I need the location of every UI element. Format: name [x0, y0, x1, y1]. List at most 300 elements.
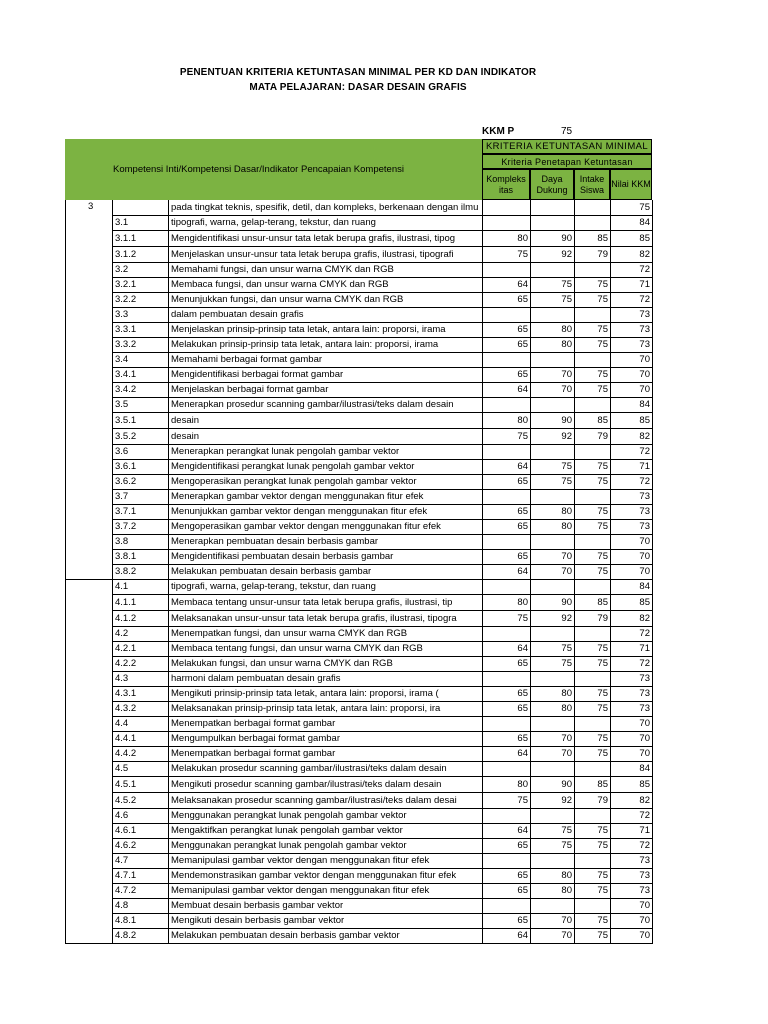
- table-body: [66, 200, 653, 943]
- ki-cell: [66, 382, 113, 397]
- kompleksitas-cell: 65: [483, 731, 531, 746]
- description-cell: Melakukan prosedur scanning gambar/ilustrasi/teks dalam desain: [169, 761, 483, 776]
- daya-dukung-cell: 80: [531, 337, 575, 352]
- code-cell: 4.5.2: [113, 792, 169, 808]
- code-cell: 4.5: [113, 761, 169, 776]
- daya-dukung-cell: 90: [531, 594, 575, 610]
- code-cell: 3.3.1: [113, 322, 169, 337]
- ki-cell: [66, 823, 113, 838]
- ki-cell: [66, 322, 113, 337]
- description-cell: Melaksanakan unsur-unsur tata letak berupa grafis, ilustrasi, tipogra: [169, 610, 483, 626]
- code-cell: 4.8: [113, 898, 169, 913]
- intake-cell: [575, 489, 611, 504]
- kompleksitas-cell: 65: [483, 701, 531, 716]
- code-cell: 4.8.2: [113, 928, 169, 943]
- description-cell: Memahami fungsi, dan unsur warna CMYK dan RGB: [169, 262, 483, 277]
- kompleksitas-cell: [483, 489, 531, 504]
- daya-dukung-cell: [531, 307, 575, 322]
- daya-dukung-cell: [531, 215, 575, 230]
- daya-dukung-cell: 90: [531, 230, 575, 246]
- table-row: [66, 626, 653, 641]
- description-cell: dalam pembuatan desain grafis: [169, 307, 483, 322]
- intake-cell: 75: [575, 746, 611, 761]
- table-row: [66, 444, 653, 459]
- nilai-kkm-cell: 70: [611, 367, 653, 382]
- description-cell: Mengidentifikasi perangkat lunak pengolah gambar vektor: [169, 459, 483, 474]
- nilai-kkm-cell: 72: [611, 808, 653, 823]
- intake-cell: [575, 215, 611, 230]
- intake-cell: [575, 808, 611, 823]
- nilai-kkm-cell: 71: [611, 641, 653, 656]
- daya-dukung-cell: [531, 671, 575, 686]
- code-cell: 4.6.1: [113, 823, 169, 838]
- intake-cell: 79: [575, 428, 611, 444]
- intake-cell: [575, 716, 611, 731]
- code-cell: 4.7: [113, 853, 169, 868]
- intake-cell: 79: [575, 610, 611, 626]
- ki-cell: [66, 367, 113, 382]
- ki-cell: [66, 428, 113, 444]
- code-cell: 3.8: [113, 534, 169, 549]
- description-cell: Melakukan pembuatan desain berbasis gambar vektor: [169, 928, 483, 943]
- description-cell: Mengoperasikan gambar vektor dengan menggunakan fitur efek: [169, 519, 483, 534]
- ki-cell: [66, 671, 113, 686]
- nilai-kkm-cell: 82: [611, 610, 653, 626]
- intake-cell: 75: [575, 883, 611, 898]
- intake-cell: [575, 397, 611, 412]
- daya-dukung-cell: [531, 489, 575, 504]
- kompleksitas-cell: [483, 307, 531, 322]
- code-cell: 4.4.1: [113, 731, 169, 746]
- ki-cell: [66, 701, 113, 716]
- intake-cell: [575, 671, 611, 686]
- code-cell: 4.1: [113, 579, 169, 594]
- ki-cell: 3: [66, 200, 113, 215]
- daya-dukung-cell: [531, 808, 575, 823]
- description-cell: Menerapkan prosedur scanning gambar/ilustrasi/teks dalam desain: [169, 397, 483, 412]
- nilai-kkm-cell: 70: [611, 928, 653, 943]
- table-row: [66, 504, 653, 519]
- daya-dukung-cell: [531, 579, 575, 594]
- description-cell: Menempatkan fungsi, dan unsur warna CMYK dan RGB: [169, 626, 483, 641]
- nilai-kkm-cell: 71: [611, 823, 653, 838]
- nilai-kkm-cell: 73: [611, 322, 653, 337]
- table-row: [66, 883, 653, 898]
- intake-cell: [575, 262, 611, 277]
- table-row: [66, 534, 653, 549]
- daya-dukung-cell: 70: [531, 746, 575, 761]
- intake-cell: 75: [575, 686, 611, 701]
- kompleksitas-cell: 80: [483, 230, 531, 246]
- table-row: [66, 397, 653, 412]
- nilai-kkm-cell: 73: [611, 853, 653, 868]
- kkm-table: [65, 200, 653, 944]
- table-row: [66, 792, 653, 808]
- code-cell: 4.6: [113, 808, 169, 823]
- table-row: [66, 246, 653, 262]
- nilai-kkm-cell: 70: [611, 382, 653, 397]
- nilai-kkm-cell: 72: [611, 838, 653, 853]
- intake-cell: 75: [575, 292, 611, 307]
- description-cell: Menempatkan berbagai format gambar: [169, 746, 483, 761]
- code-cell: 3.6.2: [113, 474, 169, 489]
- daya-dukung-cell: 75: [531, 641, 575, 656]
- kompleksitas-cell: 65: [483, 337, 531, 352]
- ki-cell: [66, 898, 113, 913]
- table-row: [66, 746, 653, 761]
- ki-cell: [66, 412, 113, 428]
- document-subtitle: MATA PELAJARAN: DASAR DESAIN GRAFIS: [249, 82, 467, 93]
- description-cell: pada tingkat teknis, spesifik, detil, dan kompleks, berkenaan dengan ilmu: [169, 200, 483, 215]
- kompleksitas-cell: [483, 397, 531, 412]
- intake-cell: 75: [575, 564, 611, 579]
- intake-cell: 75: [575, 731, 611, 746]
- description-cell: Membaca tentang fungsi, dan unsur warna CMYK dan RGB: [169, 641, 483, 656]
- kompleksitas-cell: [483, 716, 531, 731]
- nilai-kkm-cell: 84: [611, 397, 653, 412]
- nilai-kkm-cell: 72: [611, 474, 653, 489]
- kompleksitas-cell: 64: [483, 382, 531, 397]
- kompleksitas-cell: [483, 808, 531, 823]
- description-cell: harmoni dalam pembuatan desain grafis: [169, 671, 483, 686]
- code-cell: 3.5.1: [113, 412, 169, 428]
- kompleksitas-cell: 75: [483, 246, 531, 262]
- description-cell: Menerapkan perangkat lunak pengolah gambar vektor: [169, 444, 483, 459]
- kompleksitas-cell: 65: [483, 913, 531, 928]
- nilai-kkm-cell: 70: [611, 534, 653, 549]
- intake-cell: [575, 853, 611, 868]
- table-row: [66, 656, 653, 671]
- code-cell: 3.4.1: [113, 367, 169, 382]
- nilai-kkm-cell: 85: [611, 230, 653, 246]
- description-cell: Memanipulasi gambar vektor dengan menggunakan fitur efek: [169, 853, 483, 868]
- nilai-kkm-cell: 72: [611, 444, 653, 459]
- kompleksitas-cell: [483, 898, 531, 913]
- ki-cell: [66, 337, 113, 352]
- nilai-kkm-cell: 70: [611, 564, 653, 579]
- ki-cell: [66, 352, 113, 367]
- description-cell: Melaksanakan prosedur scanning gambar/ilustrasi/teks dalam desai: [169, 792, 483, 808]
- daya-dukung-cell: [531, 716, 575, 731]
- intake-cell: 85: [575, 594, 611, 610]
- table-row: [66, 519, 653, 534]
- daya-dukung-cell: 75: [531, 474, 575, 489]
- kompleksitas-cell: 64: [483, 564, 531, 579]
- nilai-kkm-cell: 72: [611, 292, 653, 307]
- description-cell: Mengoperasikan perangkat lunak pengolah gambar vektor: [169, 474, 483, 489]
- intake-cell: [575, 444, 611, 459]
- kompleksitas-cell: 64: [483, 459, 531, 474]
- description-cell: Menjelaskan unsur-unsur tata letak berupa grafis, ilustrasi, tipografi: [169, 246, 483, 262]
- ki-cell: [66, 489, 113, 504]
- nilai-kkm-cell: 70: [611, 549, 653, 564]
- code-cell: 3.4: [113, 352, 169, 367]
- intake-cell: [575, 626, 611, 641]
- ki-cell: [66, 641, 113, 656]
- daya-dukung-cell: 70: [531, 928, 575, 943]
- code-cell: 4.3: [113, 671, 169, 686]
- table-row: [66, 489, 653, 504]
- ki-cell: [66, 838, 113, 853]
- intake-cell: 75: [575, 823, 611, 838]
- table-row: [66, 337, 653, 352]
- nilai-kkm-cell: 71: [611, 459, 653, 474]
- kompleksitas-cell: 64: [483, 746, 531, 761]
- code-cell: 4.8.1: [113, 913, 169, 928]
- description-cell: Mengidentifikasi berbagai format gambar: [169, 367, 483, 382]
- nilai-kkm-cell: 84: [611, 761, 653, 776]
- ki-cell: [66, 444, 113, 459]
- kompleksitas-cell: 65: [483, 367, 531, 382]
- table-row: [66, 292, 653, 307]
- code-cell: 3.2: [113, 262, 169, 277]
- kompleksitas-cell: 65: [483, 322, 531, 337]
- nilai-kkm-cell: 85: [611, 776, 653, 792]
- description-cell: Mengikuti desain berbasis gambar vektor: [169, 913, 483, 928]
- ki-cell: [66, 564, 113, 579]
- nilai-kkm-cell: 73: [611, 307, 653, 322]
- table-row: [66, 474, 653, 489]
- ki-cell: [66, 716, 113, 731]
- intake-cell: 85: [575, 412, 611, 428]
- daya-dukung-cell: 92: [531, 792, 575, 808]
- code-cell: 3.3.2: [113, 337, 169, 352]
- nilai-kkm-cell: 70: [611, 731, 653, 746]
- kompleksitas-cell: 65: [483, 868, 531, 883]
- table-row: [66, 200, 653, 215]
- intake-cell: 75: [575, 641, 611, 656]
- daya-dukung-cell: [531, 534, 575, 549]
- code-cell: 4.7.2: [113, 883, 169, 898]
- code-cell: 3.5: [113, 397, 169, 412]
- daya-dukung-cell: [531, 626, 575, 641]
- daya-dukung-cell: [531, 853, 575, 868]
- nilai-kkm-cell: 73: [611, 489, 653, 504]
- table-row: [66, 610, 653, 626]
- code-cell: 3.7.2: [113, 519, 169, 534]
- description-cell: Menunjukkan fungsi, dan unsur warna CMYK dan RGB: [169, 292, 483, 307]
- kompleksitas-cell: 65: [483, 838, 531, 853]
- table-row: [66, 701, 653, 716]
- table-row: [66, 838, 653, 853]
- code-cell: 3.3: [113, 307, 169, 322]
- code-cell: 3.4.2: [113, 382, 169, 397]
- table-row: [66, 262, 653, 277]
- kompleksitas-cell: [483, 671, 531, 686]
- description-cell: Mengaktifkan perangkat lunak pengolah gambar vektor: [169, 823, 483, 838]
- daya-dukung-cell: 90: [531, 412, 575, 428]
- kompleksitas-cell: [483, 262, 531, 277]
- daya-dukung-cell: [531, 397, 575, 412]
- description-cell: Menunjukkan gambar vektor dengan menggunakan fitur efek: [169, 504, 483, 519]
- intake-cell: 85: [575, 776, 611, 792]
- intake-cell: [575, 200, 611, 215]
- kompleksitas-cell: 80: [483, 594, 531, 610]
- table-row: [66, 761, 653, 776]
- daya-dukung-cell: 70: [531, 382, 575, 397]
- kompleksitas-cell: 65: [483, 656, 531, 671]
- description-cell: Membaca tentang unsur-unsur tata letak berupa grafis, ilustrasi, tip: [169, 594, 483, 610]
- kompleksitas-cell: 65: [483, 474, 531, 489]
- intake-cell: 75: [575, 519, 611, 534]
- description-cell: Melaksanakan prinsip-prinsip tata letak, antara lain: proporsi, ira: [169, 701, 483, 716]
- kompleksitas-cell: 65: [483, 519, 531, 534]
- kompleksitas-cell: 64: [483, 641, 531, 656]
- kompleksitas-cell: [483, 853, 531, 868]
- code-cell: 3.6.1: [113, 459, 169, 474]
- nilai-kkm-cell: 72: [611, 626, 653, 641]
- nilai-kkm-cell: 85: [611, 412, 653, 428]
- code-cell: 4.5.1: [113, 776, 169, 792]
- daya-dukung-cell: 70: [531, 913, 575, 928]
- code-cell: 3.8.1: [113, 549, 169, 564]
- table-row: [66, 868, 653, 883]
- description-cell: Melakukan fungsi, dan unsur warna CMYK dan RGB: [169, 656, 483, 671]
- code-cell: [113, 200, 169, 215]
- kompleksitas-cell: [483, 626, 531, 641]
- table-row: [66, 428, 653, 444]
- code-cell: 3.8.2: [113, 564, 169, 579]
- daya-dukung-cell: 80: [531, 519, 575, 534]
- daya-dukung-cell: [531, 200, 575, 215]
- kompleksitas-cell: 80: [483, 776, 531, 792]
- header-nilai-kkm: Nilai KKM: [610, 169, 652, 200]
- description-cell: Menerapkan pembuatan desain berbasis gambar: [169, 534, 483, 549]
- intake-cell: 75: [575, 656, 611, 671]
- nilai-kkm-cell: 70: [611, 746, 653, 761]
- ki-cell: [66, 262, 113, 277]
- ki-cell: [66, 808, 113, 823]
- description-cell: desain: [169, 412, 483, 428]
- ki-cell: [66, 246, 113, 262]
- kompleksitas-cell: [483, 444, 531, 459]
- ki-cell: [66, 731, 113, 746]
- code-cell: 4.1.1: [113, 594, 169, 610]
- daya-dukung-cell: 75: [531, 838, 575, 853]
- kompleksitas-cell: 65: [483, 549, 531, 564]
- table-row: [66, 230, 653, 246]
- description-cell: Menjelaskan prinsip-prinsip tata letak, antara lain: proporsi, irama: [169, 322, 483, 337]
- ki-cell: [66, 686, 113, 701]
- code-cell: 4.6.2: [113, 838, 169, 853]
- nilai-kkm-cell: 73: [611, 868, 653, 883]
- daya-dukung-cell: 70: [531, 549, 575, 564]
- intake-cell: [575, 761, 611, 776]
- document-title: PENENTUAN KRITERIA KETUNTASAN MINIMAL PER KD DAN INDIKATOR: [179, 67, 537, 78]
- description-cell: Membaca fungsi, dan unsur warna CMYK dan RGB: [169, 277, 483, 292]
- header-kompleksitas: Kompleks itas: [482, 169, 530, 200]
- code-cell: 4.2.1: [113, 641, 169, 656]
- table-row: [66, 823, 653, 838]
- table-row: [66, 352, 653, 367]
- intake-cell: 85: [575, 230, 611, 246]
- intake-cell: 75: [575, 868, 611, 883]
- intake-cell: [575, 352, 611, 367]
- kompleksitas-cell: 75: [483, 610, 531, 626]
- kompleksitas-cell: [483, 352, 531, 367]
- kkm-value: 75: [561, 126, 573, 137]
- daya-dukung-cell: 70: [531, 367, 575, 382]
- intake-cell: 75: [575, 337, 611, 352]
- table-row: [66, 913, 653, 928]
- description-cell: Menggunakan perangkat lunak pengolah gambar vektor: [169, 808, 483, 823]
- code-cell: 3.1.2: [113, 246, 169, 262]
- description-cell: Mengikuti prosedur scanning gambar/ilustrasi/teks dalam desain: [169, 776, 483, 792]
- nilai-kkm-cell: 70: [611, 716, 653, 731]
- description-cell: Menempatkan berbagai format gambar: [169, 716, 483, 731]
- intake-cell: 75: [575, 382, 611, 397]
- description-cell: Menerapkan gambar vektor dengan menggunakan fitur efek: [169, 489, 483, 504]
- kompleksitas-cell: [483, 761, 531, 776]
- ki-cell: [66, 853, 113, 868]
- nilai-kkm-cell: 75: [611, 200, 653, 215]
- description-cell: Memahami berbagai format gambar: [169, 352, 483, 367]
- nilai-kkm-cell: 73: [611, 337, 653, 352]
- nilai-kkm-cell: 71: [611, 277, 653, 292]
- kompleksitas-cell: [483, 200, 531, 215]
- description-cell: Melakukan prinsip-prinsip tata letak, antara lain: proporsi, irama: [169, 337, 483, 352]
- header-competency: Kompetensi Inti/Kompetensi Dasar/Indikator Pencapaian Kompetensi: [65, 139, 482, 200]
- intake-cell: [575, 898, 611, 913]
- ki-cell: [66, 913, 113, 928]
- description-cell: Mengikuti prinsip-prinsip tata letak, antara lain: proporsi, irama (: [169, 686, 483, 701]
- header-kpk: Kriteria Penetapan Ketuntasan: [482, 154, 652, 169]
- ki-cell: [66, 761, 113, 776]
- kompleksitas-cell: [483, 579, 531, 594]
- table-row: [66, 564, 653, 579]
- daya-dukung-cell: 80: [531, 686, 575, 701]
- nilai-kkm-cell: 72: [611, 656, 653, 671]
- intake-cell: 75: [575, 701, 611, 716]
- daya-dukung-cell: 70: [531, 564, 575, 579]
- code-cell: 4.4.2: [113, 746, 169, 761]
- ki-cell: [66, 277, 113, 292]
- table-row: [66, 898, 653, 913]
- table-row: [66, 307, 653, 322]
- daya-dukung-cell: 70: [531, 731, 575, 746]
- kompleksitas-cell: 65: [483, 686, 531, 701]
- intake-cell: 75: [575, 459, 611, 474]
- code-cell: 3.6: [113, 444, 169, 459]
- table-row: [66, 594, 653, 610]
- ki-cell: [66, 549, 113, 564]
- kompleksitas-cell: 64: [483, 823, 531, 838]
- table-row: [66, 459, 653, 474]
- intake-cell: 75: [575, 474, 611, 489]
- daya-dukung-cell: 75: [531, 292, 575, 307]
- daya-dukung-cell: 80: [531, 322, 575, 337]
- nilai-kkm-cell: 73: [611, 701, 653, 716]
- ki-cell: [66, 776, 113, 792]
- description-cell: desain: [169, 428, 483, 444]
- ki-cell: [66, 504, 113, 519]
- code-cell: 3.1: [113, 215, 169, 230]
- nilai-kkm-cell: 84: [611, 215, 653, 230]
- nilai-kkm-cell: 82: [611, 792, 653, 808]
- ki-cell: [66, 579, 113, 594]
- table-row: [66, 277, 653, 292]
- kompleksitas-cell: 65: [483, 292, 531, 307]
- intake-cell: 75: [575, 549, 611, 564]
- code-cell: 4.2: [113, 626, 169, 641]
- table-row: [66, 382, 653, 397]
- intake-cell: 75: [575, 277, 611, 292]
- table-row: [66, 671, 653, 686]
- nilai-kkm-cell: 70: [611, 913, 653, 928]
- table-row: [66, 322, 653, 337]
- description-cell: Mengumpulkan berbagai format gambar: [169, 731, 483, 746]
- nilai-kkm-cell: 72: [611, 262, 653, 277]
